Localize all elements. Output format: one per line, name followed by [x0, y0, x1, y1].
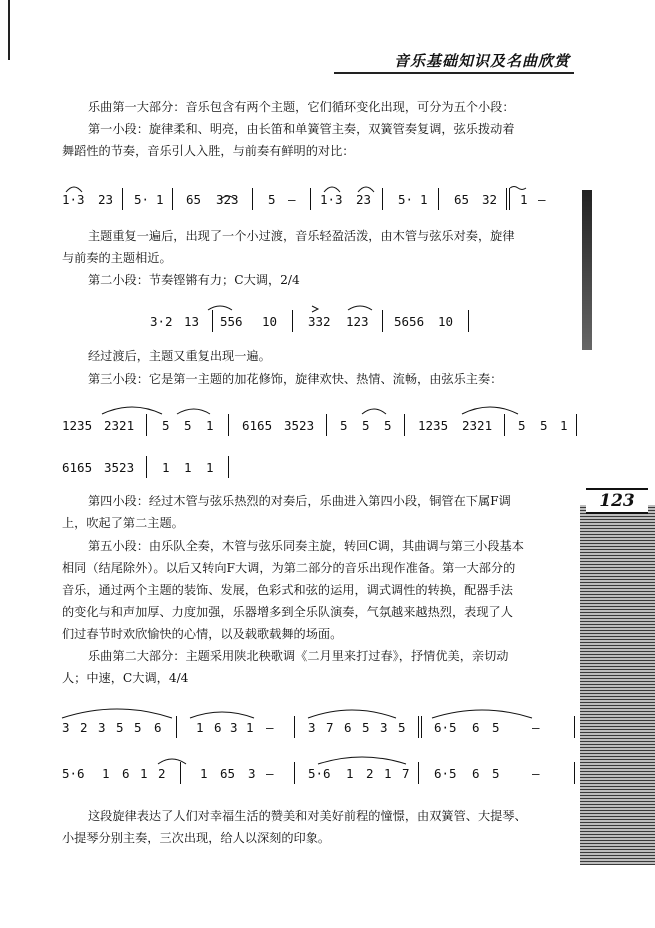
bar-line — [172, 188, 173, 210]
note: 6 — [154, 720, 162, 735]
paragraph-section5-line3: 音乐，通过两个主题的装饰、发展，色彩式和弦的运用，调式调性的转换，配器手法 — [62, 583, 513, 597]
note: 32 — [482, 192, 498, 207]
note: 1·3 — [320, 192, 343, 207]
note: 6 — [344, 720, 352, 735]
note: 5 — [492, 766, 500, 781]
note: 1 — [184, 460, 192, 475]
note: 5·6 — [308, 766, 331, 781]
note: 5 — [268, 192, 276, 207]
paragraph-section3: 第三小段：它是第一主题的加花修饰，旋律欢快、热情、流畅，由弦乐主奏： — [88, 372, 503, 386]
note: 3 — [98, 720, 106, 735]
note: 3523 — [284, 418, 315, 433]
page-number: 123 — [599, 491, 635, 511]
note: 3 — [380, 720, 388, 735]
bar-line — [574, 762, 575, 784]
note: 1·3 — [62, 192, 85, 207]
score-row-6 — [62, 752, 582, 788]
header-rule — [334, 72, 574, 74]
bar-line — [438, 188, 439, 210]
paragraph-section4-line1: 第四小段：经过木管与弦乐热烈的对奏后，乐曲进入第四小段，铜管在下属F调 — [88, 494, 511, 508]
edge-band-top — [582, 190, 592, 350]
bar-line — [294, 716, 295, 738]
bar-line — [506, 188, 507, 210]
bar-line — [418, 762, 419, 784]
slur-mark — [348, 306, 372, 310]
bar-line — [146, 456, 147, 478]
slur-mark — [190, 712, 254, 718]
bar-line — [504, 414, 505, 436]
note: 3 — [308, 720, 316, 735]
note: 65 — [454, 192, 470, 207]
slur-mark — [462, 407, 518, 414]
note: 3 — [62, 720, 70, 735]
note: 5 — [184, 418, 192, 433]
slur-mark — [177, 409, 210, 414]
note: 332 — [308, 314, 331, 329]
dash: – — [532, 766, 540, 781]
paragraph-part1-intro: 乐曲第一大部分：音乐包含有两个主题，它们循环变化出现，可分为五个小段： — [88, 100, 515, 114]
score-row-4 — [62, 448, 262, 484]
note: 7 — [402, 766, 410, 781]
bar-line — [180, 762, 181, 784]
note: 65 — [186, 192, 202, 207]
note: 2 — [80, 720, 88, 735]
note: 5 — [362, 720, 370, 735]
note: 123 — [346, 314, 369, 329]
note: 5· — [398, 192, 414, 207]
score-row-2 — [150, 300, 490, 336]
paragraph-section4-line2: 上，吹起了第二主题。 — [62, 516, 184, 530]
paragraph-section5-line2: 相同（结尾除外）。以后又转向F大调，为第二部分的音乐出现作准备。第一大部分的 — [62, 561, 516, 575]
note: 5 — [162, 418, 170, 433]
note: 5 — [518, 418, 526, 433]
bar-line — [310, 188, 311, 210]
note: 1 — [420, 192, 428, 207]
bar-line — [292, 310, 293, 332]
slur-mark — [432, 710, 532, 718]
side-decoration — [580, 505, 655, 865]
note: 6 — [214, 720, 222, 735]
dash: – — [266, 720, 274, 735]
paragraph-section5-line5: 们过春节时欢欣愉快的心情，以及载歌载舞的场面。 — [62, 627, 343, 641]
paragraph-section5-line4: 的变化与和声加厚、力度加强，乐器增多到全乐队演奏，气氛越来越热烈，表现了人 — [62, 605, 513, 619]
note: 1235 — [62, 418, 93, 433]
bar-line — [404, 414, 405, 436]
note: 5 — [116, 720, 124, 735]
bar-line — [212, 310, 213, 332]
note: 23 — [356, 192, 372, 207]
note: 1 — [346, 766, 354, 781]
note: 1 — [156, 192, 164, 207]
note: 3 — [230, 720, 238, 735]
paragraph-closing-line2: 小提琴分别主奏，三次出现，给人以深刻的印象。 — [62, 831, 331, 845]
note: 1 — [102, 766, 110, 781]
score-row-1 — [62, 180, 582, 216]
bar-line — [509, 188, 510, 210]
slur-mark — [362, 409, 386, 414]
bar-line — [228, 414, 229, 436]
note: 1 — [206, 418, 214, 433]
slur-mark — [102, 407, 162, 414]
slur-mark — [308, 710, 396, 718]
accent-mark — [312, 306, 318, 312]
note: 1 — [246, 720, 254, 735]
paragraph-section5-line1: 第五小段：由乐队全奏，木管与弦乐同奏主旋，转回C调，其曲调与第三小段基本 — [88, 539, 524, 553]
bar-line — [574, 716, 575, 738]
slur-mark — [158, 759, 186, 764]
note: 1 — [196, 720, 204, 735]
note: 7 — [326, 720, 334, 735]
note: 5656 — [394, 314, 425, 329]
bar-line — [576, 414, 577, 436]
note: 13 — [184, 314, 200, 329]
note: 10 — [438, 314, 454, 329]
slur-mark — [62, 709, 172, 718]
trill-mark — [510, 187, 526, 190]
paragraph-part2-line1: 乐曲第二大部分：主题采用陕北秧歌调《二月里来打过春》，抒情优美，亲切动 — [88, 649, 509, 663]
note: 6·5 — [434, 720, 457, 735]
note: 2321 — [104, 418, 135, 433]
slur-mark — [318, 757, 406, 764]
paragraph-transition-line1: 主题重复一遍后，出现了一个小过渡，音乐轻盈活泼，由木管与弦乐对奏，旋律 — [88, 229, 515, 243]
dash: – — [532, 720, 540, 735]
left-rule — [8, 0, 10, 60]
note: 5 — [540, 418, 548, 433]
note: 6165 — [242, 418, 273, 433]
note: 10 — [262, 314, 278, 329]
note: 6 — [472, 720, 480, 735]
note: 6·5 — [434, 766, 457, 781]
note: 2 — [366, 766, 374, 781]
score-row-3 — [62, 402, 582, 438]
note: 5 — [492, 720, 500, 735]
page-number-box — [586, 488, 648, 514]
paragraph-section1-line2: 舞蹈性的节奏，音乐引人入胜，与前奏有鲜明的对比： — [62, 144, 355, 158]
paragraph-section2: 第二小段：节奏铿锵有力；C大调，2/4 — [88, 273, 300, 287]
note: 3523 — [104, 460, 135, 475]
paragraph-section1-line1: 第一小段：旋律柔和、明亮，由长笛和单簧管主奏，双簧管奏复调，弦乐拨动着 — [88, 122, 515, 136]
note: 1 — [162, 460, 170, 475]
note: 6165 — [62, 460, 93, 475]
bar-line — [421, 716, 422, 738]
note: 6 — [472, 766, 480, 781]
note: 1 — [140, 766, 148, 781]
note: 5·6 — [62, 766, 85, 781]
dash: – — [266, 766, 274, 781]
bar-line — [146, 414, 147, 436]
note: 5 — [384, 418, 392, 433]
note: 3 — [248, 766, 256, 781]
bar-line — [418, 716, 419, 738]
note: 2 — [158, 766, 166, 781]
note: 1 — [200, 766, 208, 781]
bar-line — [228, 456, 229, 478]
note: 1 — [520, 192, 528, 207]
dash: – — [288, 192, 296, 207]
note: 6 — [122, 766, 130, 781]
note: 1 — [384, 766, 392, 781]
note: 2321 — [462, 418, 493, 433]
note: 323 — [216, 192, 239, 207]
bar-line — [122, 188, 123, 210]
bar-line — [382, 188, 383, 210]
note: 23 — [98, 192, 114, 207]
bar-line — [382, 310, 383, 332]
paragraph-repeat: 经过渡后，主题又重复出现一遍。 — [88, 349, 271, 363]
note: 1235 — [418, 418, 449, 433]
page-header — [334, 46, 574, 74]
score-row-5 — [62, 706, 582, 742]
note: 1 — [560, 418, 568, 433]
bar-line — [176, 716, 177, 738]
note: 65 — [220, 766, 236, 781]
note: 3·2 — [150, 314, 173, 329]
bar-line — [252, 188, 253, 210]
note: 5· — [134, 192, 150, 207]
note: 5 — [134, 720, 142, 735]
note: 5 — [398, 720, 406, 735]
paragraph-transition-line2: 与前奏的主题相近。 — [62, 251, 172, 265]
bar-line — [468, 310, 469, 332]
note: 556 — [220, 314, 243, 329]
note: 5 — [362, 418, 370, 433]
paragraph-closing-line1: 这段旋律表达了人们对幸福生活的赞美和对美好前程的憧憬，由双簧管、大提琴、 — [88, 809, 527, 823]
dash: – — [538, 192, 546, 207]
bar-line — [326, 414, 327, 436]
paragraph-part2-line2: 人；中速，C大调，4/4 — [62, 671, 189, 685]
note: 1 — [206, 460, 214, 475]
note: 5 — [340, 418, 348, 433]
header-title: 音乐基础知识及名曲欣赏 — [393, 52, 570, 70]
bar-line — [294, 762, 295, 784]
